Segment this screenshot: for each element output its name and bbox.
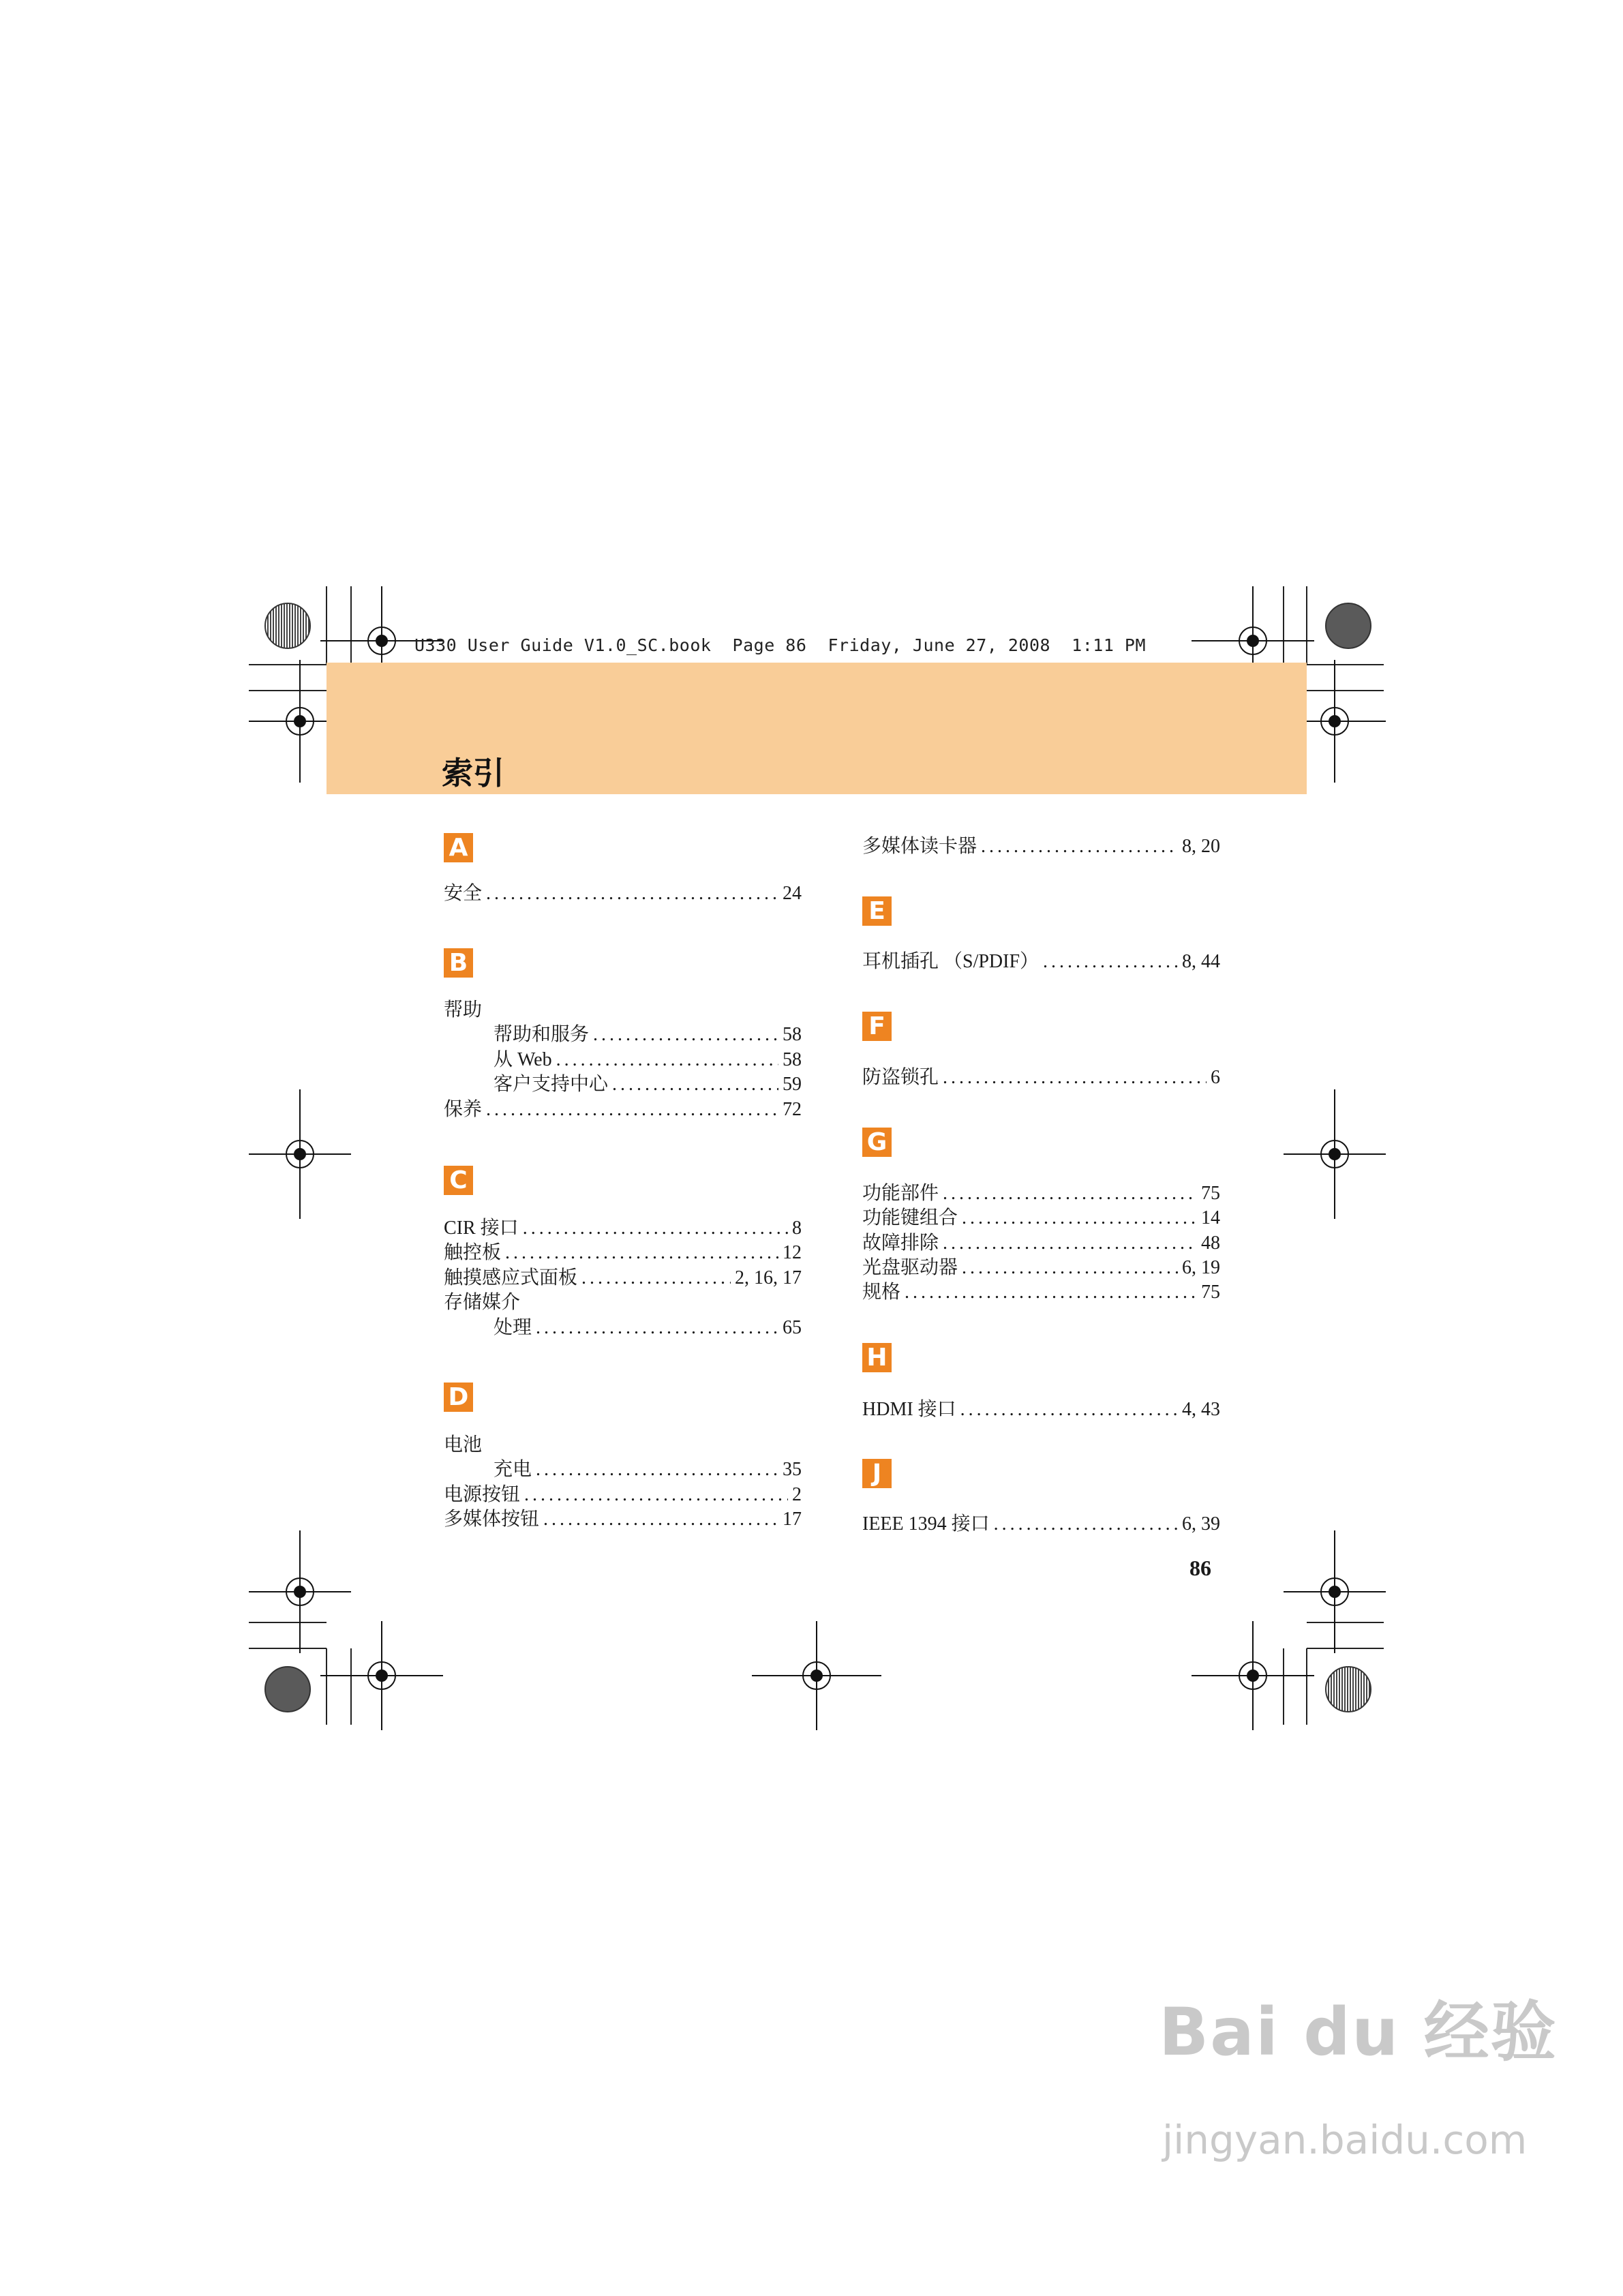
section-letter-b: B (444, 948, 473, 978)
page-number: 86 (1189, 1556, 1211, 1580)
index-subentry: 从 Web . . . 58 (494, 1048, 802, 1072)
section-letter-c: C (444, 1166, 473, 1195)
page-title: 索引 (442, 755, 504, 791)
section-letter-g: G (862, 1128, 892, 1157)
section-letter-h: H (862, 1343, 892, 1372)
index-entry: 规格 . . . 75 (862, 1280, 1220, 1305)
index-heading: 电池 (444, 1434, 483, 1455)
section-letter-a: A (444, 833, 473, 862)
index-entry: 功能键组合 . . . 14 (862, 1206, 1220, 1230)
section-letter-d: D (444, 1383, 473, 1412)
section-letter-e: E (862, 896, 892, 926)
index-entry: 故障排除 . . . 48 (862, 1231, 1220, 1256)
index-entry: 多媒体读卡器 . . . 8, 20 (862, 834, 1220, 859)
watermark-url: jingyan.baidu.com (1162, 2117, 1528, 2163)
index-entry: CIR 接口 . . . 8 (444, 1216, 802, 1241)
index-subentry: 帮助和服务 . . . 58 (494, 1023, 802, 1047)
index-heading: 存储媒介 (444, 1292, 521, 1313)
index-subentry: 客户支持中心 . . . 59 (494, 1072, 802, 1097)
index-entry: HDMI 接口 . . . 4, 43 (862, 1398, 1220, 1422)
index-entry: 防盗锁孔 . . . 6 (862, 1066, 1220, 1090)
watermark-logo: Bai du 经验 (1159, 1994, 1558, 2070)
section-letter-f: F (862, 1012, 892, 1041)
index-entry: 耳机插孔 （S/PDIF） . . . 8, 44 (862, 950, 1220, 974)
index-entry: 触控板 . . . 12 (444, 1241, 802, 1265)
index-subentry: 处理 . . . 65 (494, 1316, 802, 1340)
running-header: U330 User Guide V1.0_SC.book Page 86 Friday, June 27, 2008 1:11 PM (414, 635, 1147, 655)
index-entry: 保养 . . . 72 (444, 1098, 802, 1122)
index-entry: 触摸感应式面板 . . . 2, 16, 17 (444, 1266, 802, 1290)
index-entry: IEEE 1394 接口 . . . 6, 39 (862, 1512, 1220, 1537)
section-letter-j: J (862, 1459, 892, 1488)
index-heading: 帮助 (444, 999, 483, 1021)
index-entry: 功能部件 . . . 75 (862, 1181, 1220, 1206)
index-subentry: 充电 . . . 35 (494, 1457, 802, 1482)
index-entry: 安全 . . . 24 (444, 881, 802, 906)
index-entry: 电源按钮 . . . 2 (444, 1483, 802, 1507)
index-entry: 光盘驱动器 . . . 6, 19 (862, 1256, 1220, 1280)
index-entry: 多媒体按钮 . . . 17 (444, 1507, 802, 1532)
